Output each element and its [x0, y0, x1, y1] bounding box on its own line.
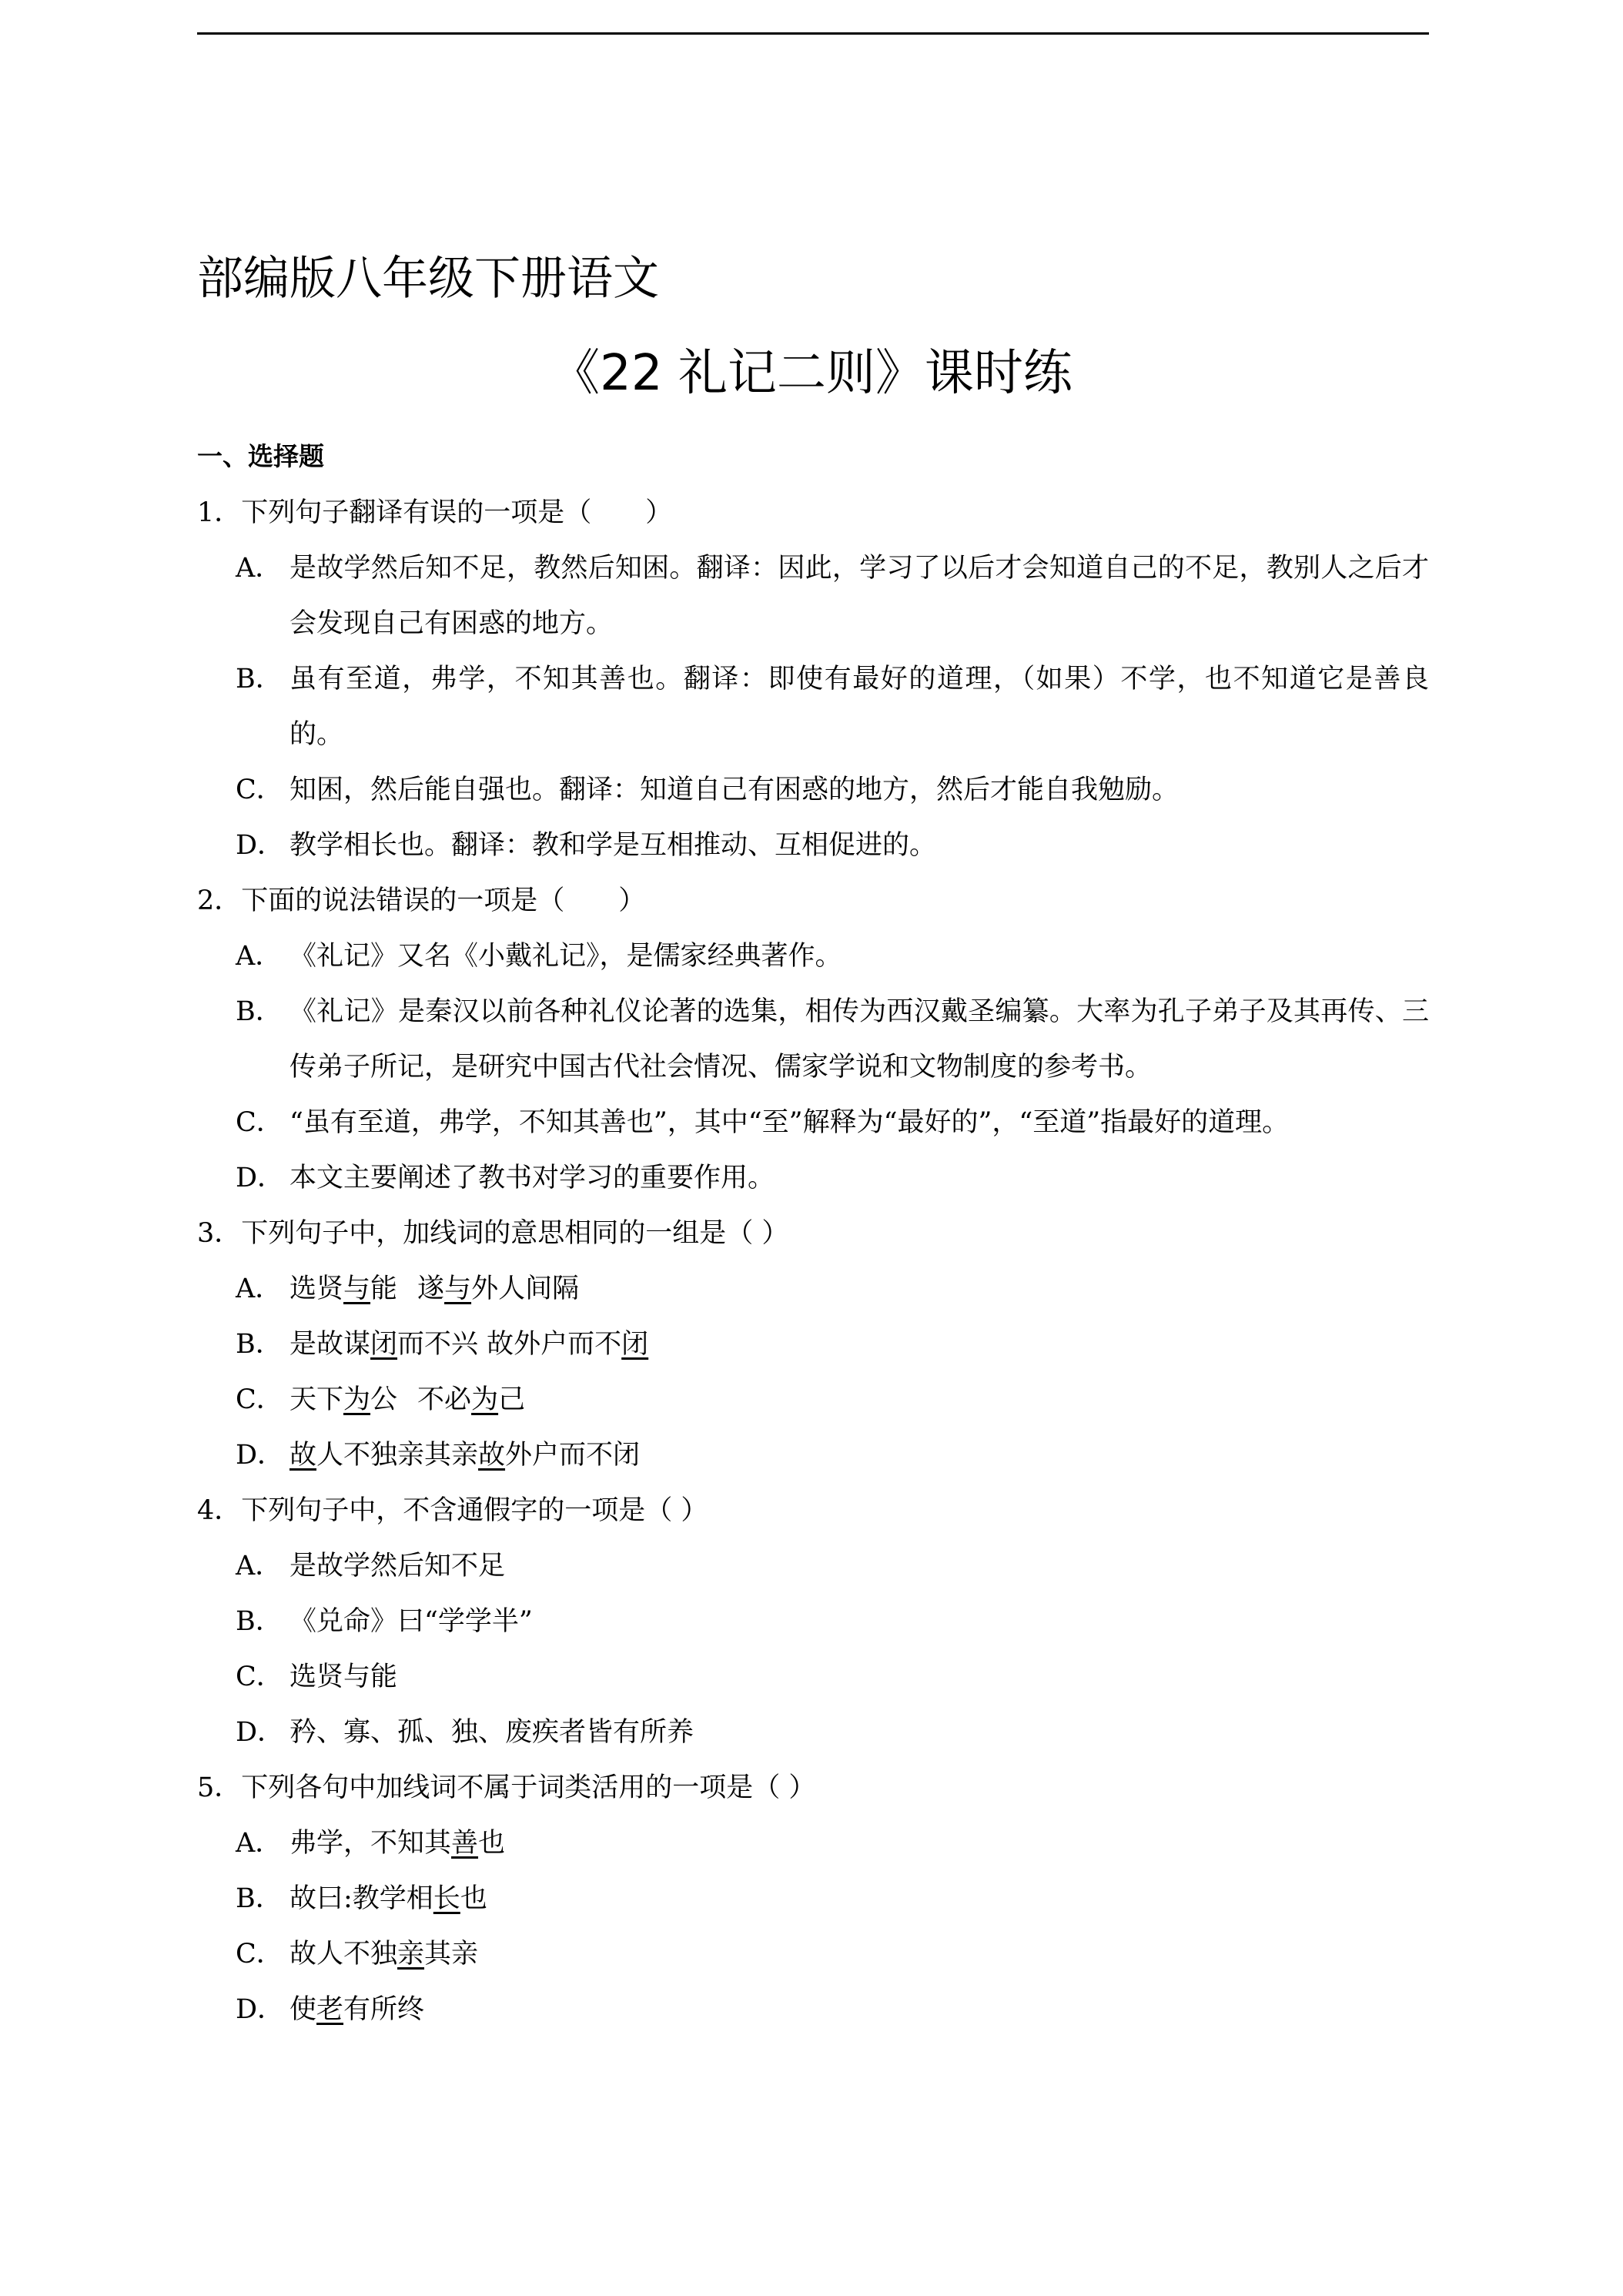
option-letter: D．	[236, 1163, 285, 1193]
option-text-part: 也	[478, 1828, 506, 1859]
option-letter: C．	[236, 775, 283, 805]
option-text	[289, 1261, 1429, 1317]
option-text: 《礼记》又名《小戴礼记》，是儒家经典著作。	[289, 941, 842, 972]
option-letter: A．	[236, 1551, 283, 1581]
underlined-word: 老	[316, 1994, 344, 2025]
option-letter: B．	[236, 1883, 283, 1914]
option-c	[197, 1372, 1429, 1427]
option-text-part: 故人不独	[289, 1939, 398, 1970]
underlined-word: 故	[289, 1440, 317, 1471]
question-3	[197, 1206, 1429, 1483]
option-text: 是故学然后知不足，教然后知困。翻译：因此，学习了以后才会知道自己的不足，教别人之后才会发现自己有困惑的地方。	[289, 553, 1429, 639]
option-text-part: 外户而不闭	[505, 1440, 641, 1471]
option-letter: B．	[236, 996, 283, 1027]
underlined-word: 闭	[621, 1329, 649, 1360]
option-text: 是故学然后知不足	[289, 1551, 506, 1581]
option-letter: B．	[236, 1329, 283, 1360]
option-text-part: 是故谋	[289, 1329, 371, 1360]
option-text: 矜、寡、孤、独、废疾者皆有所养	[289, 1717, 694, 1748]
option-text: 本文主要阐述了教书对学习的重要作用。	[289, 1163, 775, 1193]
document-subtitle: 《22 礼记二则》课时练	[550, 345, 1073, 402]
option-b	[197, 1871, 1429, 1926]
option-c	[197, 1649, 1429, 1705]
underlined-word: 为	[471, 1384, 499, 1415]
option-a	[197, 1816, 1429, 1871]
option-letter: C．	[236, 1384, 283, 1415]
underlined-word: 与	[343, 1274, 371, 1304]
question-4	[197, 1483, 1429, 1760]
section-heading: 一、选择题	[197, 441, 324, 471]
option-text-part: 使	[289, 1994, 317, 2025]
option-text-part: 也	[460, 1883, 487, 1914]
option-text	[289, 1427, 1429, 1483]
question-stem: 5．下列各句中加线词不属于词类活用的一项是（ ）	[197, 1772, 816, 1803]
option-text-part: 天下	[289, 1384, 344, 1415]
option-a	[197, 1261, 1429, 1317]
option-text: 教学相长也。翻译：教和学是互相推动、互相促进的。	[289, 830, 937, 861]
option-text-part: 不必	[417, 1384, 472, 1415]
option-text-part: 故曰:教学相	[289, 1883, 433, 1914]
question-5	[197, 1760, 1429, 2037]
option-text-part: 遂	[417, 1274, 445, 1304]
option-b	[197, 1317, 1429, 1372]
question-stem: 4．下列句子中，不含通假字的一项是（ ）	[197, 1495, 708, 1526]
question-stem: 2．下面的说法错误的一项是（ ）	[197, 885, 646, 916]
question-stem: 3．下列句子中，加线词的意思相同的一组是（ ）	[197, 1218, 789, 1249]
option-text	[289, 1871, 1429, 1926]
option-d	[197, 1150, 1429, 1206]
option-a	[197, 1538, 1429, 1594]
option-text	[289, 1982, 1429, 2037]
option-b	[197, 1594, 1429, 1649]
option-text: 《礼记》是秦汉以前各种礼仪论著的选集，相传为西汉戴圣编纂。大率为孔子弟子及其再传、三传弟子所记，是研究中国古代社会情况、儒家学说和文物制度的参考书。	[289, 996, 1429, 1083]
option-d	[197, 1982, 1429, 2037]
underlined-word: 为	[343, 1384, 371, 1415]
option-text: 知困，然后能自强也。翻译：知道自己有困惑的地方，然后才能自我勉励。	[289, 775, 1180, 805]
option-d	[197, 1705, 1429, 1760]
option-a	[197, 929, 1429, 984]
option-letter: A．	[236, 553, 283, 584]
underlined-word: 故	[478, 1440, 506, 1471]
option-text-part: 能	[370, 1274, 398, 1304]
option-letter: C．	[236, 1662, 283, 1692]
option-b	[197, 651, 1429, 762]
option-text-part: 其亲	[424, 1939, 479, 1970]
option-letter: D．	[236, 1440, 285, 1471]
option-text: 《兑命》曰“学学半”	[289, 1606, 533, 1637]
option-text-part: 选贤	[289, 1274, 344, 1304]
option-text-part: 人不独亲其亲	[316, 1440, 479, 1471]
option-letter: C．	[236, 1939, 283, 1970]
option-text-part: 己	[498, 1384, 526, 1415]
option-letter: D．	[236, 1994, 285, 2025]
underlined-word: 亲	[397, 1939, 425, 1970]
option-text: “虽有至道，弗学，不知其善也”，其中“至”解释为“最好的”，“至道”指最好的道理。	[289, 1107, 1290, 1138]
option-text-part: 弗学，不知其	[289, 1828, 452, 1859]
underlined-word: 善	[451, 1828, 479, 1859]
option-a	[197, 541, 1429, 651]
underlined-word: 长	[433, 1883, 460, 1914]
option-letter: A．	[236, 1274, 283, 1304]
underlined-word: 闭	[370, 1329, 398, 1360]
option-c	[197, 1926, 1429, 1982]
option-text	[289, 1926, 1429, 1982]
header-rule	[197, 32, 1429, 35]
question-2	[197, 873, 1429, 1206]
option-d	[197, 1427, 1429, 1483]
option-d	[197, 818, 1429, 873]
option-c	[197, 1095, 1429, 1150]
option-text: 选贤与能	[289, 1662, 398, 1692]
option-letter: D．	[236, 830, 285, 861]
question-list	[197, 485, 1429, 2037]
option-b	[197, 984, 1429, 1095]
option-text: 虽有至道，弗学，不知其善也。翻译：即使有最好的道理，（如果）不学，也不知道它是善良的。	[289, 664, 1429, 750]
document-title: 部编版八年级下册语文	[197, 252, 659, 306]
option-text-part: 公	[370, 1384, 398, 1415]
option-text-part: 而不兴 故外户而不	[397, 1329, 622, 1360]
option-text	[289, 1317, 1429, 1372]
option-c	[197, 762, 1429, 818]
option-letter: A．	[236, 1828, 283, 1859]
question-1	[197, 485, 1429, 873]
option-letter: D．	[236, 1717, 285, 1748]
option-letter: C．	[236, 1107, 283, 1138]
question-stem: 1．下列句子翻译有误的一项是（ ）	[197, 497, 673, 528]
option-text-part: 外人间隔	[471, 1274, 580, 1304]
option-text	[289, 1372, 1429, 1427]
underlined-word: 与	[444, 1274, 472, 1304]
option-text-part: 有所终	[343, 1994, 425, 2025]
option-letter: A．	[236, 941, 283, 972]
option-letter: B．	[236, 1606, 283, 1637]
option-letter: B．	[236, 664, 283, 694]
option-text	[289, 1816, 1429, 1871]
